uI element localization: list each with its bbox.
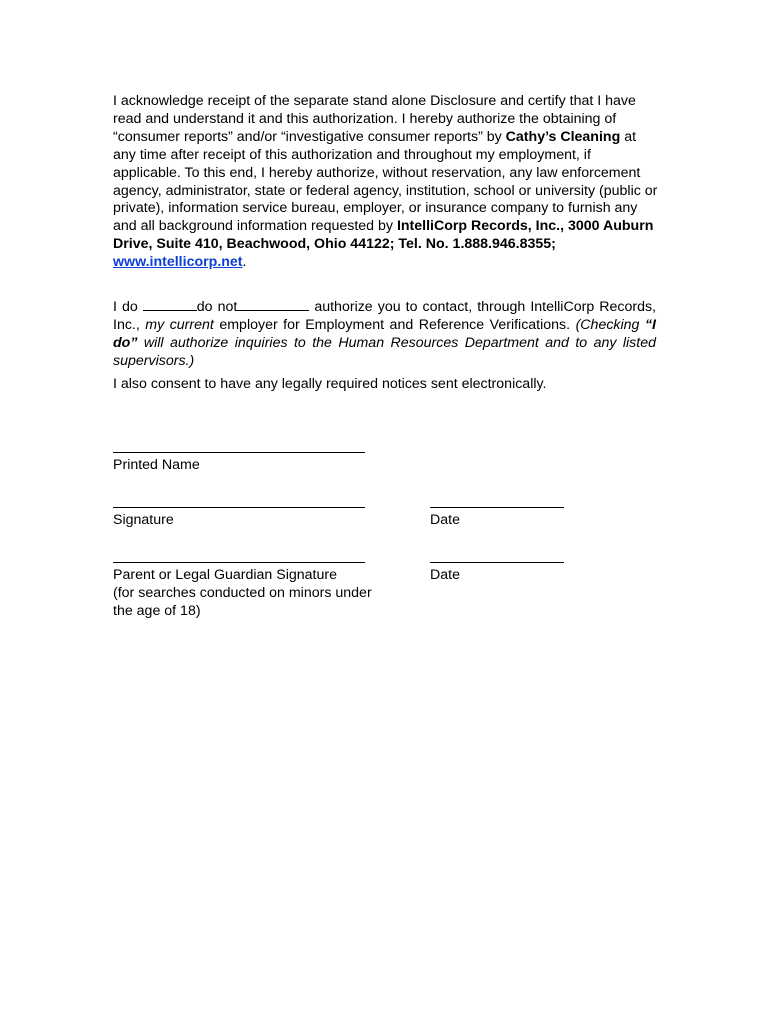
guardian-label-line-2: (for searches conducted on minors under bbox=[113, 584, 372, 601]
authorization-period: . bbox=[242, 254, 247, 271]
employer-name: Cathy’s Cleaning bbox=[505, 128, 621, 145]
do-not-blank[interactable] bbox=[237, 297, 309, 311]
guardian-label-line-3: the age of 18) bbox=[113, 602, 201, 619]
website-link[interactable]: www.intellicorp.net bbox=[113, 254, 243, 271]
guardian-label-line-1: Parent or Legal Guardian Signature bbox=[113, 567, 337, 583]
i-do-label: I do bbox=[113, 299, 143, 315]
company-info: IntelliCorp Records, Inc., 3000 Auburn Drive, Suite 410, Beachwood, Ohio 44122; Tel. No. 1.888.946.8355; bbox=[113, 218, 654, 253]
contact-employer-paragraph bbox=[113, 297, 656, 371]
signature-label: Signature bbox=[113, 512, 174, 528]
note-text-b: will authorize inquiries to the Human Resources Department and to any listed supervisors.) bbox=[113, 334, 656, 369]
guardian-date-label: Date bbox=[430, 567, 460, 583]
guardian-signature-label bbox=[113, 567, 372, 621]
signature-date-line[interactable] bbox=[430, 507, 564, 508]
signature-line[interactable] bbox=[113, 507, 365, 508]
authorization-paragraph bbox=[113, 93, 658, 272]
i-do-blank[interactable] bbox=[143, 297, 197, 311]
note-text-a: (Checking bbox=[575, 316, 645, 333]
contact-text-b: employer for Employment and Reference Verifications. bbox=[213, 316, 576, 333]
guardian-date-line[interactable] bbox=[430, 562, 564, 563]
printed-name-label: Printed Name bbox=[113, 457, 200, 473]
authorization-text-a: I acknowledge receipt of the separate stand alone Disclosure and certify that I have read and understand it and this authorization. I hereby authorize the obtaining of “consumer reports” and/or “investigative consumer reports” by bbox=[113, 93, 636, 145]
my-current-text: my current bbox=[145, 316, 214, 333]
authorization-text-b: at any time after receipt of this authorization and throughout my employment, if applicable. To this end, I hereby authorize, without reservation, any law enforcement agency, administrator, state or federal agency, institution, school or university (public or private), information service bureau, employer, or insurance company to furnish any and all background information requested by bbox=[113, 128, 658, 235]
guardian-signature-line[interactable] bbox=[113, 562, 365, 563]
signature-date-label: Date bbox=[430, 512, 460, 528]
contact-text-a: authorize you to contact, through IntelliCorp Records, Inc., bbox=[113, 299, 656, 333]
note-quote: “I do” bbox=[113, 316, 656, 351]
consent-paragraph: I also consent to have any legally required notices sent electronically. bbox=[113, 376, 547, 392]
do-not-label: do not bbox=[196, 299, 238, 315]
printed-name-line[interactable] bbox=[113, 452, 365, 453]
